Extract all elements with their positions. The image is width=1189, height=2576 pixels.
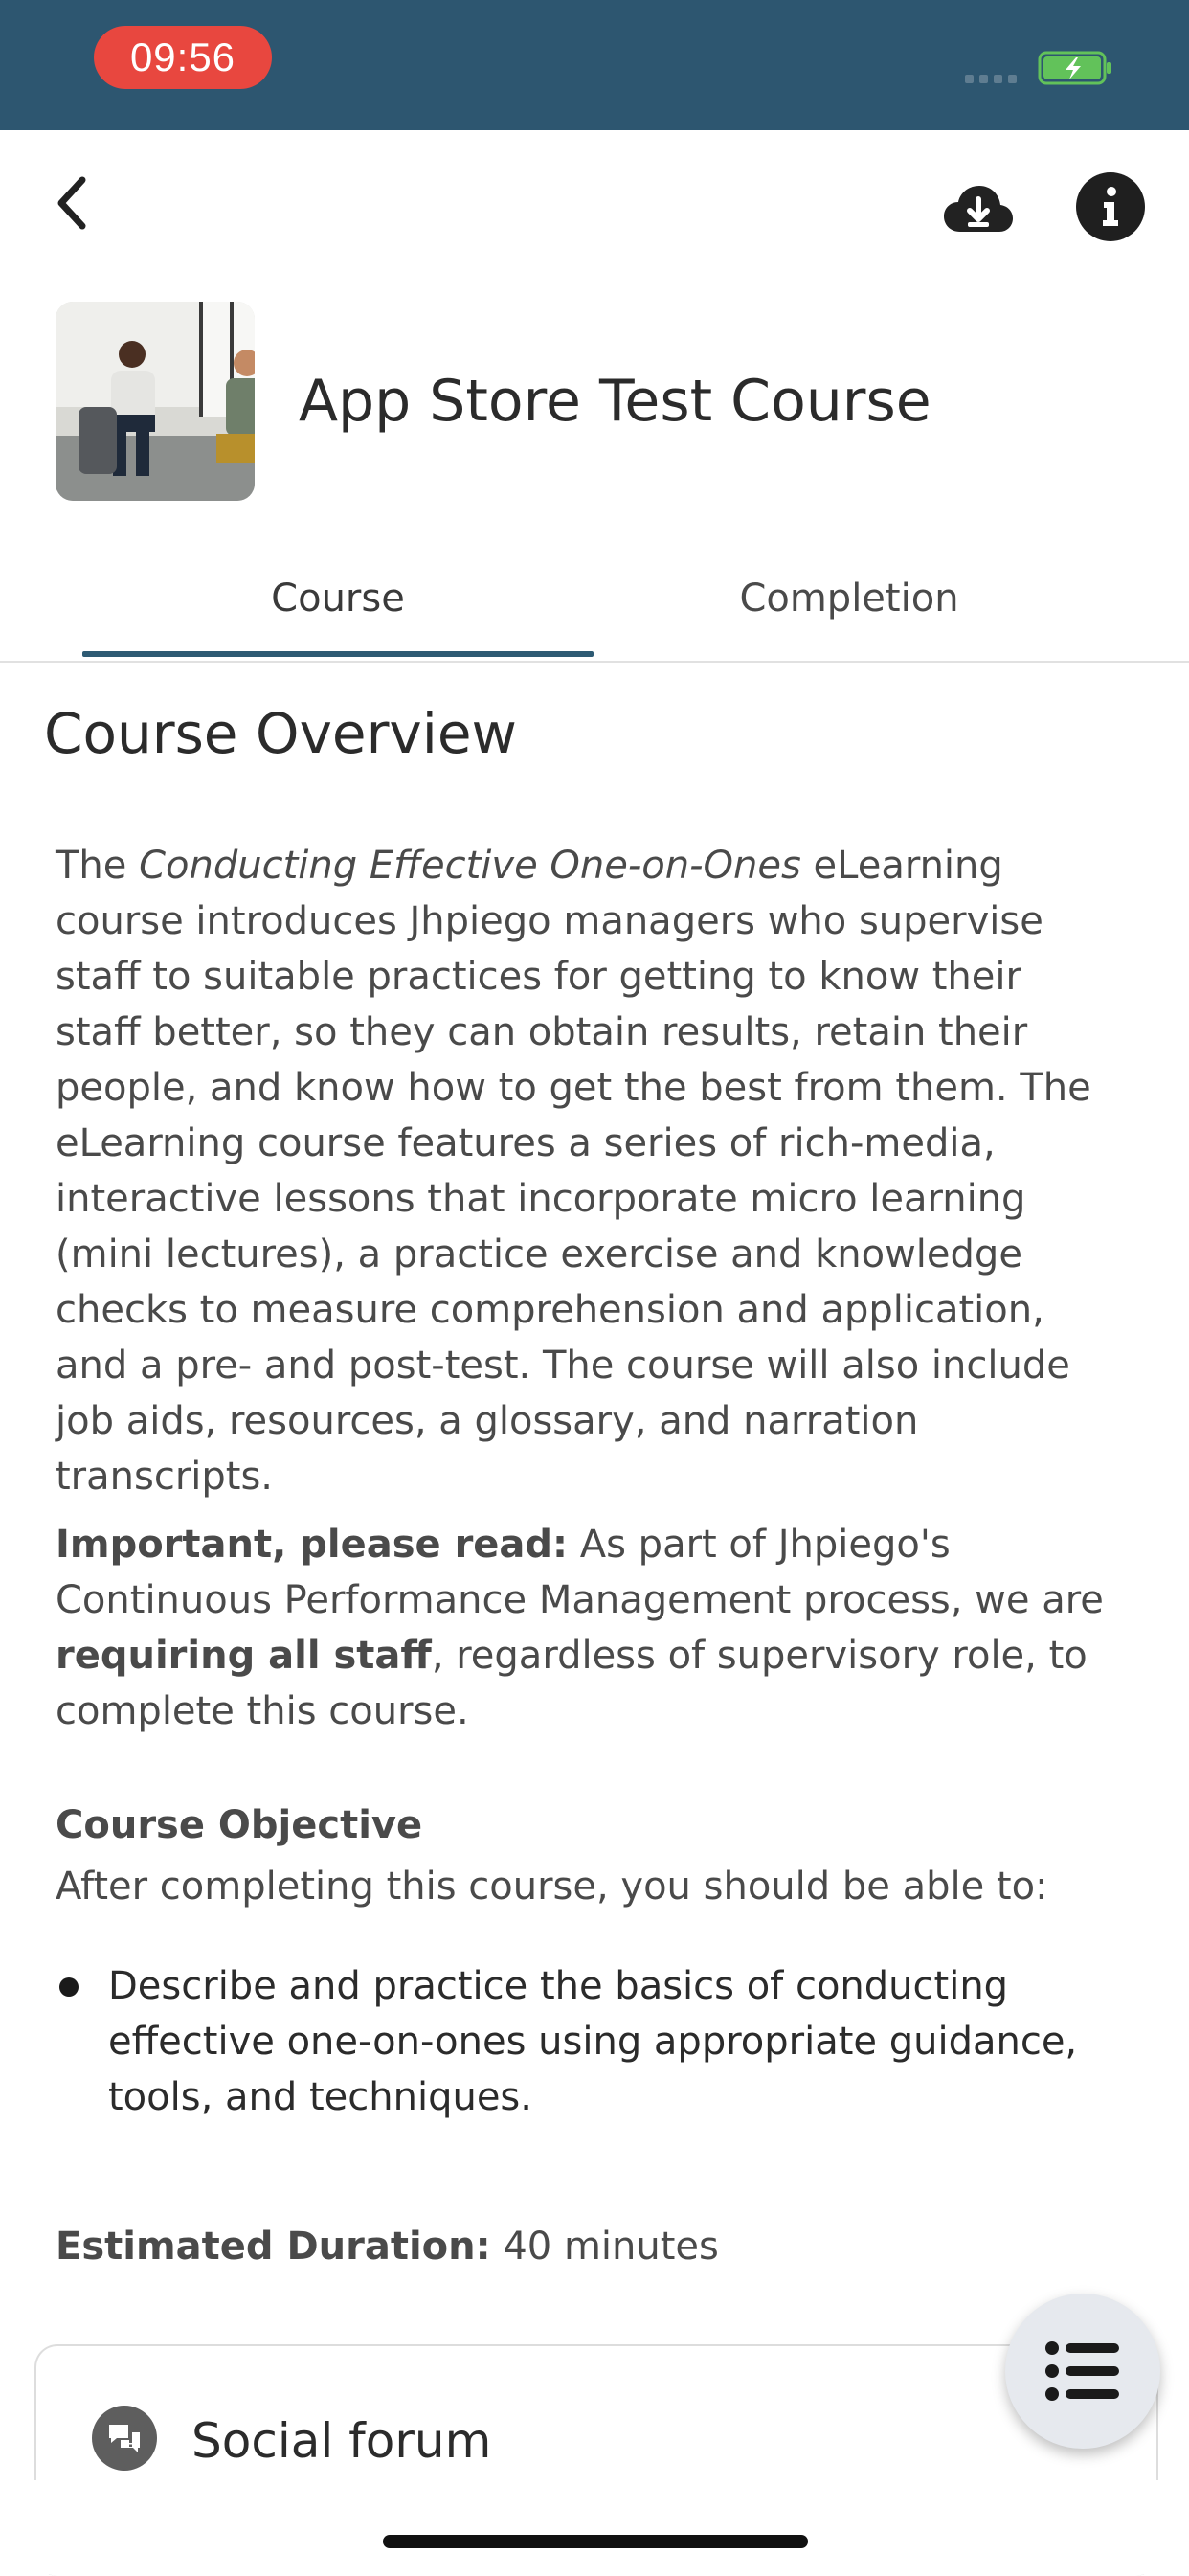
notice-text: As part of Jhpiego's Continuous Performance Management process, we are [56, 1523, 1104, 1622]
course-index-button[interactable] [1005, 2294, 1160, 2449]
chevron-left-icon [50, 174, 92, 232]
forum-icon [92, 2406, 157, 2471]
duration-label: Estimated Duration: [56, 2225, 491, 2269]
active-tab-indicator [82, 651, 594, 657]
notice-text: , regardless of supervisory role, to complete this course. [56, 1634, 1088, 1733]
app-bar [0, 130, 1189, 283]
section-heading: Course Overview [44, 701, 517, 766]
list-item: Describe and practice the basics of conducting effective one-on-ones using appropriate guidance, tools, and techniques. [108, 1964, 1078, 2119]
course-description [56, 838, 1118, 1504]
home-indicator[interactable] [383, 2535, 808, 2548]
course-thumbnail [56, 302, 255, 501]
status-time: 09:56 [94, 26, 272, 89]
battery-icon [1038, 50, 1114, 86]
info-icon [1099, 186, 1122, 228]
status-bar [0, 0, 1189, 130]
description-text: The [56, 844, 140, 888]
notice-emphasis: requiring all staff [56, 1634, 432, 1678]
tab-completion[interactable]: Completion [739, 576, 959, 621]
download-button[interactable] [940, 170, 1017, 247]
description-text: eLearning course introduces Jhpiego managers who supervise staff to suitable practices for getting to know their staff better, so they can obtain results, retain their people, and know how to get the best from them. The eLearning course features a series of rich-media, interactive lessons that incorporate micro learning (mini lectures), a practice exercise and knowledge checks to measure comprehension and application, and a pre- and post-test. The course will also include job aids, resources, a glossary, and narration transcripts. [56, 844, 1091, 1499]
objective-intro: After completing this course, you should be able to: [56, 1864, 1048, 1909]
notice-label: Important, please read: [56, 1523, 569, 1567]
info-button[interactable] [1076, 172, 1145, 241]
list-icon [1044, 2339, 1121, 2403]
tab-bar [0, 536, 1189, 663]
back-button[interactable] [33, 165, 109, 241]
forum-label: Social forum [191, 2413, 492, 2469]
cloud-download-icon [943, 182, 1014, 236]
tab-course[interactable]: Course [271, 576, 405, 621]
course-title: App Store Test Course [299, 368, 931, 435]
bottom-safe-area [0, 2480, 1189, 2574]
bullet-icon [59, 1977, 79, 1997]
important-notice [56, 1517, 1118, 1739]
objective-heading: Course Objective [56, 1803, 423, 1847]
estimated-duration [56, 2225, 719, 2269]
course-name-italic: Conducting Effective One-on-Ones [139, 844, 801, 888]
duration-value: 40 minutes [490, 2225, 719, 2269]
signal-icon [965, 75, 1022, 84]
